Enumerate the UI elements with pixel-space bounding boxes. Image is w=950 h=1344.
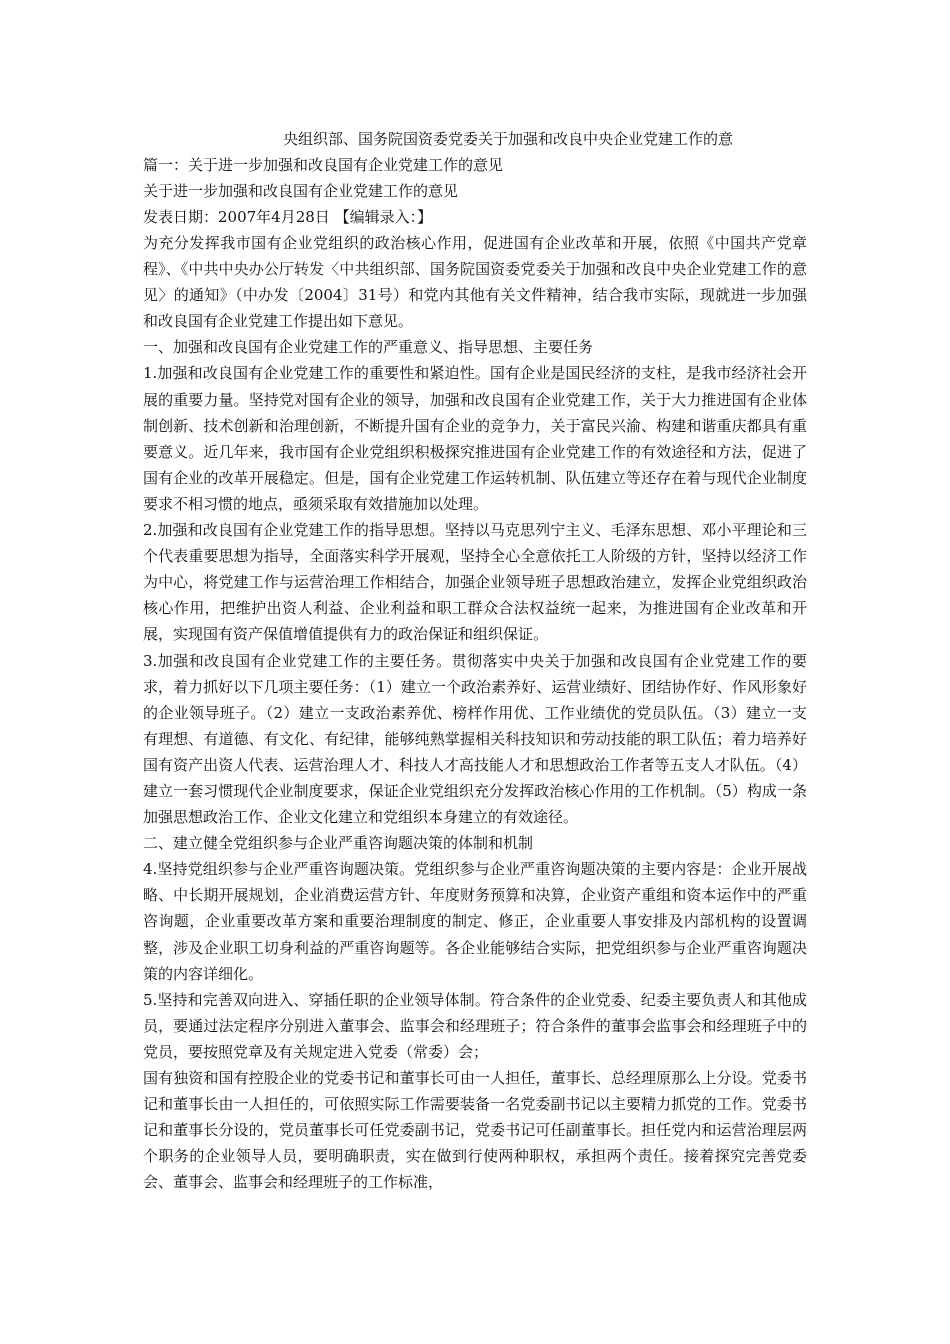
paragraph-intro: 为充分发挥我市国有企业党组织的政治核心作用，促进国有企业改革和开展，依照《中国共产党章程》、《中共中央办公厅转发〈中共组织部、国务院国资委党委关于加强和改良中央企业党建工作的意见〉的通知》（中办发〔2004〕31号）和党内其他有关文件精神，结合我市实际，现就进一步加强和改良国有企业党建工作提出如下意见。 <box>143 234 807 331</box>
paragraph-5: 5.坚持和完善双向进入、穿插任职的企业领导体制。符合条件的企业党委、纪委主要负责人和其他成员，要通过法定程序分别进入董事会、监事会和经理班子；符合条件的董事会监事会和经理班子中的党员，要按照党章及有关规定进入党委（常委）会； <box>143 990 807 1061</box>
paragraph-2: 2.加强和改良国有企业党建工作的指导思想。坚持以马克思列宁主义、毛泽东思想、邓小平理论和三个代表重要思想为指导，全面落实科学开展观，坚持全心全意依托工人阶级的方针，坚持以经济工作为中心，将党建工作与运营治理工作相结合，加强企业领导班子思想政治建立，发挥企业党组织政治核心作用，把维护出资人利益、企业利益和职工群众合法权益统一起来，为推进国有企业改革和开展，实现国有资产保值增值提供有力的政治保证和组织保证。 <box>143 521 807 644</box>
paragraph-3: 3.加强和改良国有企业党建工作的主要任务。贯彻落实中央关于加强和改良国有企业党建工作的要求，着力抓好以下几项主要任务：（1）建立一个政治素养好、运营业绩好、团结协作好、作风形象好的企业领导班子。（2）建立一支政治素养优、榜样作用优、工作业绩优的党员队伍。（3）建立一支有理想、有道德、有文化、有纪律，能够纯熟掌握相关科技知识和劳动技能的职工队伍；着力培养好国有资产出资人代表、运营治理人才、科技人才高技能人才和思想政治工作者等五支人才队伍。（4）建立一套习惯现代企业制度要求，保证企业党组织充分发挥政治核心作用的工作机制。（5）构成一条加强思想政治工作、企业文化建立和党组织本身建立的有效途径。 <box>143 651 807 827</box>
section-heading-2: 二、建立健全党组织参与企业严重咨询题决策的体制和机制 <box>143 834 534 853</box>
heading-line: 关于进一步加强和改良国有企业党建工作的意见 <box>143 182 459 200</box>
paragraph-6: 国有独资和国有控股企业的党委书记和董事长可由一人担任，董事长、总经理原那么上分设。党委书记和董事长由一人担任的，可依照实际工作需要装备一名党委副书记以主要精力抓党的工作。党委书记和董事长分设的，党员董事长可任党委副书记，党委书记可任副董事长。担任党内和运营治理层两个职务的企业领导人员，要明确职责，实在做到行使两种职权，承担两个责任。接着探究完善党委会、董事会、监事会和经理班子的工作标准， <box>143 1069 807 1192</box>
document-title: 央组织部、国务院国资委党委关于加强和改良中央企业党建工作的意 <box>282 130 733 148</box>
paragraph-1: 1.加强和改良国有企业党建工作的重要性和紧迫性。国有企业是国民经济的支柱，是我市经济社会开展的重要力量。坚持党对国有企业的领导，加强和改良国有企业党建工作，关于大力推进国有企业体制创新、技术创新和治理创新，不断提升国有企业的竞争力，关于富民兴渝、构建和谐重庆都具有重要意义。近几年来，我市国有企业党组织积极探究推进国有企业党建工作的有效途径和方法，促进了国有企业的改革开展稳定。但是，国有企业党建工作运转机制、队伍建立等还存在着与现代企业制度要求不相习惯的地点，亟须采取有效措施加以处理。 <box>143 364 807 513</box>
subtitle-line: 篇一：关于进一步加强和改良国有企业党建工作的意见 <box>143 156 504 174</box>
paragraph-4: 4.坚持党组织参与企业严重咨询题决策。党组织参与企业严重咨询题决策的主要内容是：企业开展战略、中长期开展规划，企业消费运营方针、年度财务预算和决算，企业资产重组和资本运作中的严重咨询题，企业重要改革方案和重要治理制度的制定、修正，企业重要人事安排及内部机构的设置调整，涉及企业职工切身利益的严重咨询题等。各企业能够结合实际，把党组织参与企业严重咨询题决策的内容详细化。 <box>143 860 807 983</box>
section-heading-1: 一、加强和改良国有企业党建工作的严重意义、指导思想、主要任务 <box>143 338 594 357</box>
publish-date-line: 发表日期：2007年4月28日 【编辑录入：】 <box>143 208 433 226</box>
document-body <box>143 126 807 1195</box>
